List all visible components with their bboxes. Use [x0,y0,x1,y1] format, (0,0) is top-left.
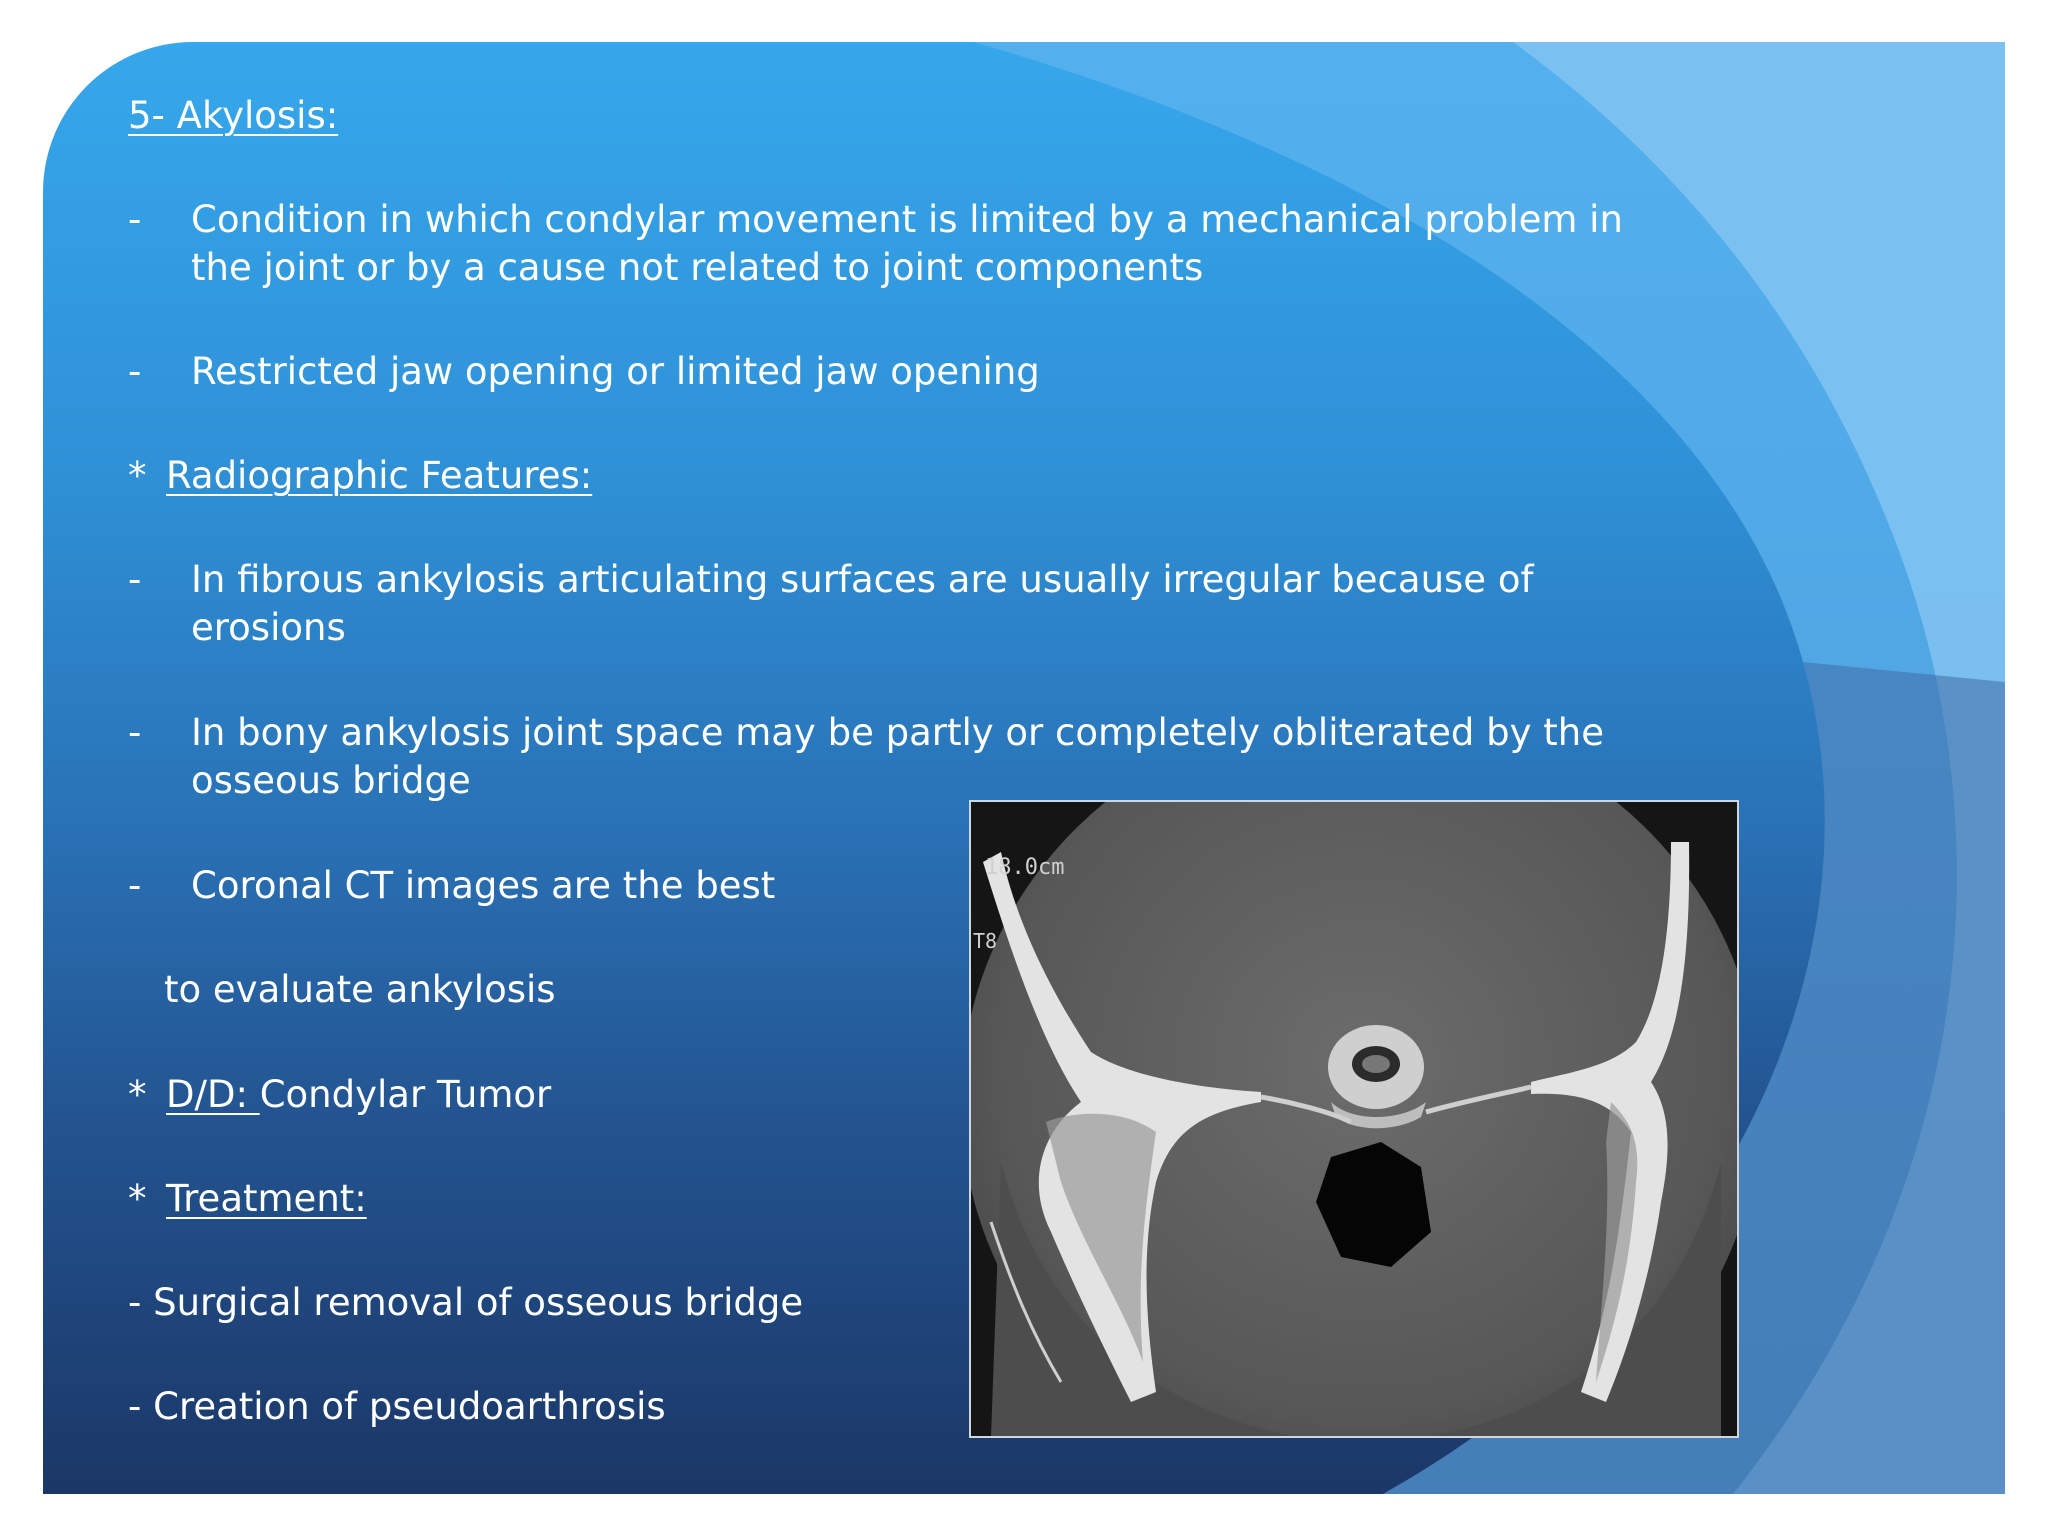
treatment-item: - Surgical removal of osseous bridge [128,1281,804,1324]
bullet-text: Condition in which condylar movement is limited by a mechanical problem in [191,198,1623,241]
bullet-marker: - [128,864,142,907]
section-marker: * [128,454,147,497]
bullet-marker: - [128,711,142,754]
section-title: Treatment: [166,1177,367,1220]
ct-side-label: T8 [973,929,998,953]
ct-scan-illustration [971,802,1737,1436]
slide [43,42,2005,1494]
section-title: Radiographic Features: [166,454,593,497]
bullet-marker: - [128,558,142,601]
continuation-text: to evaluate ankylosis [164,968,556,1011]
section-marker: * [128,1177,147,1220]
bullet-marker: - [128,198,142,241]
section-marker: * [128,1073,147,1116]
dd-text: Condylar Tumor [259,1073,552,1116]
bullet-text: erosions [191,606,346,649]
coronal-ct-image [969,800,1739,1438]
bullet-text: Coronal CT images are the best [191,864,776,907]
bullet-text: Restricted jaw opening or limited jaw opening [191,350,1040,393]
bullet-text: osseous bridge [191,759,471,802]
dd-label: D/D: [166,1073,260,1116]
bullet-text: the joint or by a cause not related to joint components [191,246,1204,289]
ct-scale-label: 18.0cm [985,855,1065,880]
bullet-text: In bony ankylosis joint space may be partly or completely obliterated by the [191,711,1605,754]
bullet-text: In fibrous ankylosis articulating surfaces are usually irregular because of [191,558,1534,601]
treatment-item: - Creation of pseudoarthrosis [128,1385,666,1428]
dd-line [166,1071,551,1119]
slide-heading: 5- Akylosis: [128,94,339,137]
bullet-marker: - [128,350,142,393]
